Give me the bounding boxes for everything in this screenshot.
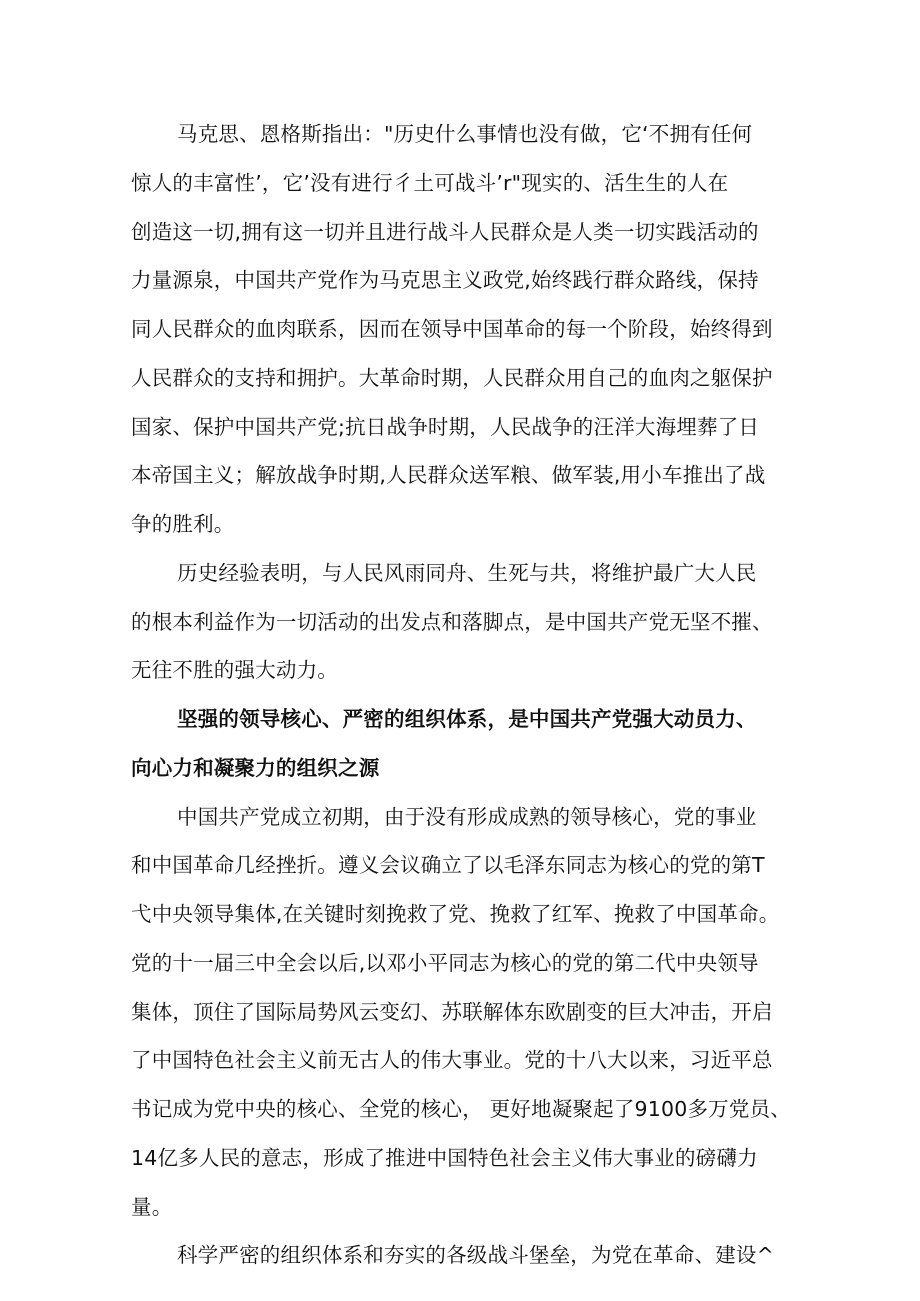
paragraph-1-line-6: 人民群众的支持和拥护。大革命时期，人民群众用自己的血肉之躯保护	[131, 366, 773, 390]
paragraph-1-line-2: 惊人的丰富性’，它’没有进行彳土可战斗’r"现实的、活生生的人在	[131, 171, 729, 195]
paragraph-1-line-1: 马克思、恩格斯指出："历史什么事情也没有做，它‘不拥有任何	[177, 122, 753, 146]
paragraph-3-line-4: 党的十一届三中全会以后,以邓小平同志为核心的党的第二代中央领导	[131, 951, 759, 975]
section-heading-line-1: 坚强的领导核心、严密的组织体系，是中国共产党强大动员力、	[177, 707, 757, 731]
paragraph-3-line-5: 集体，顶住了国际局势风云变幻、苏联解体东欧剧变的巨大冲击，开启	[131, 1000, 773, 1024]
paragraph-2-line-3: 无往不胜的强大动力。	[131, 658, 338, 682]
paragraph-1-line-3: 创造这一切,拥有这一切并且进行战斗人民群众是人类一切实践活动的	[131, 220, 759, 244]
paragraph-1-line-7: 国家、保护中国共产党;抗日战争时期，人民战争的汪洋大海埋葬了日	[131, 415, 760, 439]
paragraph-1-line-9: 争的胜利。	[131, 512, 235, 536]
paragraph-3-line-1: 中国共产党成立初期，由于没有形成成熟的领导核心，党的事业	[177, 805, 757, 829]
paragraph-3-line-9: 量。	[131, 1195, 173, 1219]
paragraph-1-line-8: 本帝国主义；解放战争时期,人民群众送军粮、做军装,用小车推出了战	[131, 463, 766, 487]
paragraph-3-line-2: 和中国革命几经挫折。遵义会议确立了以毛泽东同志为核心的党的第T	[131, 853, 765, 877]
paragraph-3-line-8: 14亿多人民的意志，形成了推进中国特色社会主义伟大事业的磅礴力	[131, 1146, 758, 1170]
paragraph-3-line-6: 了中国特色社会主义前无古人的伟大事业。党的十八大以来，习近平总	[131, 1048, 773, 1072]
paragraph-4-line-1: 科学严密的组织体系和夯实的各级战斗堡垒，为党在革命、建设^	[177, 1243, 774, 1267]
paragraph-3-line-7: 书记成为党中央的核心、全党的核心， 更好地凝聚起了9100多万党员、	[131, 1097, 791, 1121]
section-heading-line-2: 向心力和凝聚力的组织之源	[131, 756, 380, 780]
paragraph-1-line-5: 同人民群众的血肉联系，因而在领导中国革命的每一个阶段，始终得到	[131, 317, 773, 341]
paragraph-3-line-3: 弋中央领导集体,在关键时刻挽救了党、挽救了红军、挽救了中国革命。	[131, 902, 780, 926]
paragraph-2-line-1: 历史经验表明，与人民风雨同舟、生死与共，将维护最广大人民	[177, 561, 757, 585]
paragraph-1-line-4: 力量源泉，中国共产党作为马克思主义政党,始终践行群众路线，保持	[131, 268, 759, 292]
paragraph-2-line-2: 的根本利益作为一切活动的出发点和落脚点，是中国共产党无坚不摧、	[131, 610, 773, 634]
